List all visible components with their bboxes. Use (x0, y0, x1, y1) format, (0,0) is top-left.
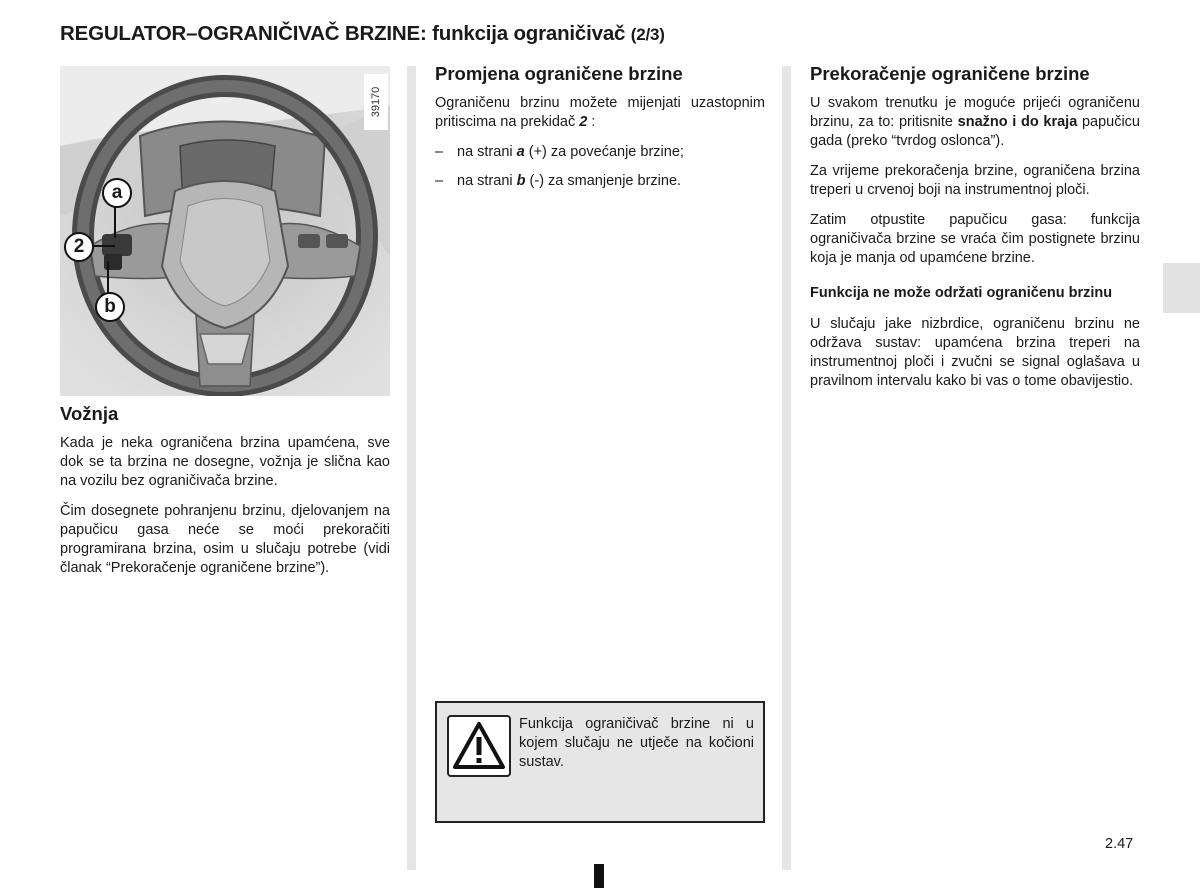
chapter-side-tab (1163, 263, 1200, 313)
voznja-paragraph-1: Kada je neka ograničena brzina upamćena, sve dok se ta brzina ne dosegne, vožnja je slična kao na vozilu bez ograničivača brzine. (60, 435, 390, 489)
bottom-marker (594, 864, 604, 888)
page-title-suffix: (2/3) (630, 25, 665, 44)
page-title-main: REGULATOR–OGRANIČIVAČ BRZINE: funkcija ograničivač (60, 22, 626, 45)
warning-text: Funkcija ograničivač brzine ni u kojem slučaju ne utječe na kočioni sustav. (519, 716, 754, 770)
callout-2: 2 (64, 232, 94, 262)
list-item: – na strani b (-) za smanjenje brzine. (435, 173, 682, 189)
callout-b: b (95, 292, 125, 322)
prekoracenje-paragraph-3: Zatim otpustite papučicu gasa: funkcija ograničivača brzine se vraća čim postignete brzinu koja je manja od upamćene brzine. (810, 212, 1140, 266)
prekoracenje-paragraph-2: Za vrijeme prekoračenja brzine, ograničena brzina treperi u crvenoj boji na instrumentnoj ploči. (810, 163, 1140, 198)
column-separator-left (407, 66, 416, 870)
warning-triangle-icon (447, 715, 511, 777)
warning-box (435, 701, 765, 823)
steering-wheel-figure (60, 66, 390, 396)
section-heading-prekoracenje: Prekoračenje ograničene brzine (810, 63, 1090, 84)
section-heading-voznja: Vožnja (60, 403, 119, 424)
steering-wheel-illustration (60, 66, 390, 396)
page-number: 2.47 (1105, 836, 1134, 852)
section-heading-promjena: Promjena ograničene brzine (435, 63, 683, 84)
callout-a: a (102, 178, 132, 208)
voznja-paragraph-2: Čim dosegnete pohranjenu brzinu, djelovanjem na papučicu gasa neće se moći prekoračiti programirana brzina, osim u slučaju potrebe (vidi članak “Prekoračenje ograničene brzine”). (60, 503, 390, 576)
figure-code-label: 39170 (364, 74, 388, 130)
subheading-ne-moze: Funkcija ne može održati ograničenu brzinu (810, 285, 1113, 301)
column-right (810, 62, 1140, 402)
column-separator-right (782, 66, 791, 870)
prekoracenje-paragraph-1: U svakom trenutku je moguće prijeći ograničenu brzinu, za to: pritisnite snažno i do kraja papučicu gada (preko “tvrdog oslonca”). (810, 95, 1140, 149)
column-left (60, 62, 390, 589)
column-middle (435, 62, 765, 201)
prekoracenje-paragraph-4: U slučaju jake nizbrdice, ograničenu brzinu ne održava sustav: upamćena brzina treperi na instrumentnoj ploči i zvučni se signal oglašava u pravilnom intervalu kako bi vas o tome obavijestio. (810, 316, 1140, 389)
promjena-paragraph: Ograničenu brzinu možete mijenjati uzastopnim pritiscima na prekidač 2 : (435, 95, 765, 130)
page-title (60, 22, 665, 46)
list-item: – na strani a (+) za povećanje brzine; (435, 144, 684, 160)
